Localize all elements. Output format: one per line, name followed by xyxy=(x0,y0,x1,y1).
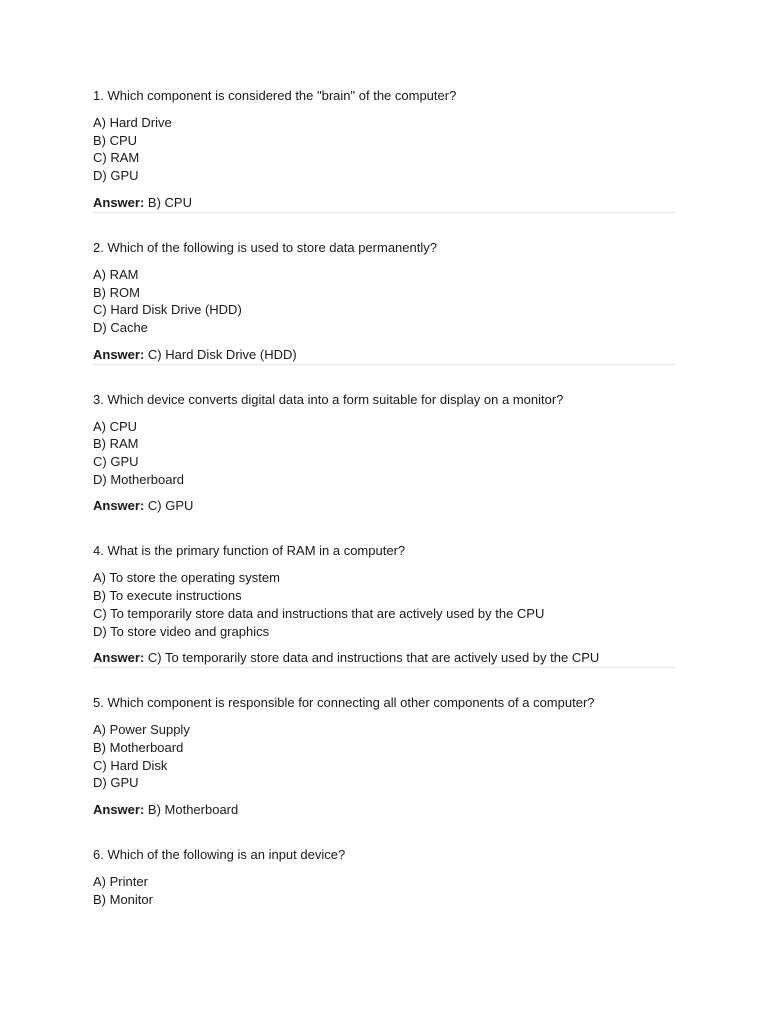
answer-line xyxy=(93,801,675,818)
option-item: A) To store the operating system xyxy=(93,570,280,586)
option-list xyxy=(93,873,675,908)
option-item: C) Hard Disk Drive (HDD) xyxy=(93,302,242,318)
option-item: D) To store video and graphics xyxy=(93,623,270,639)
option-item: B) ROM xyxy=(93,284,140,300)
option-item: A) CPU xyxy=(93,418,138,434)
option-list xyxy=(93,266,675,337)
divider xyxy=(93,667,675,668)
divider xyxy=(93,819,675,820)
option-item: C) Hard Disk xyxy=(93,757,168,773)
question-text: 6. Which of the following is an input device? xyxy=(93,847,346,863)
option-list xyxy=(93,569,675,640)
question-text: 2. Which of the following is used to store data permanently? xyxy=(93,239,437,255)
answer-label: Answer: xyxy=(93,346,145,362)
option-item: C) RAM xyxy=(93,150,140,166)
question-text: 4. What is the primary function of RAM in a computer? xyxy=(93,543,406,559)
answer-value: B) CPU xyxy=(147,194,192,210)
question-block xyxy=(93,87,675,213)
option-item: A) RAM xyxy=(93,266,139,282)
option-item: D) Motherboard xyxy=(93,471,185,487)
option-item: A) Printer xyxy=(93,874,148,890)
answer-line xyxy=(93,497,675,514)
option-item: B) Motherboard xyxy=(93,739,184,755)
option-list xyxy=(93,114,675,185)
option-item: D) GPU xyxy=(93,168,139,184)
divider xyxy=(93,364,675,365)
answer-value: C) GPU xyxy=(147,498,194,514)
option-item: B) To execute instructions xyxy=(93,588,242,604)
question-block xyxy=(93,391,675,517)
answer-line xyxy=(93,194,675,211)
question-text: 1. Which component is considered the "brain" of the computer? xyxy=(93,88,457,103)
answer-value: C) Hard Disk Drive (HDD) xyxy=(147,346,297,362)
question-block xyxy=(93,239,675,365)
answer-label: Answer: xyxy=(93,194,145,210)
document-page xyxy=(93,87,675,908)
answer-label: Answer: xyxy=(93,650,145,666)
option-item: B) Monitor xyxy=(93,891,153,907)
question-block xyxy=(93,846,675,908)
answer-line xyxy=(93,346,675,363)
option-item: B) RAM xyxy=(93,436,139,452)
option-list xyxy=(93,418,675,489)
answer-line xyxy=(93,649,675,666)
answer-value: B) Motherboard xyxy=(147,802,239,818)
question-text: 5. Which component is responsible for connecting all other components of a computer? xyxy=(93,695,595,711)
option-item: C) GPU xyxy=(93,454,139,470)
question-block xyxy=(93,694,675,820)
divider xyxy=(93,212,675,213)
question-text: 3. Which device converts digital data into a form suitable for display on a monitor? xyxy=(93,391,564,407)
option-item: A) Power Supply xyxy=(93,722,190,738)
option-item: B) CPU xyxy=(93,132,138,148)
option-item: A) Hard Drive xyxy=(93,115,172,130)
answer-label: Answer: xyxy=(93,498,145,514)
option-item: D) GPU xyxy=(93,775,139,791)
option-list xyxy=(93,721,675,792)
option-item: D) Cache xyxy=(93,319,148,335)
option-item: C) To temporarily store data and instructions that are actively used by the CPU xyxy=(93,605,545,621)
answer-value: C) To temporarily store data and instructions that are actively used by the CPU xyxy=(147,650,600,666)
answer-label: Answer: xyxy=(93,802,145,818)
divider xyxy=(93,515,675,516)
question-block xyxy=(93,542,675,668)
